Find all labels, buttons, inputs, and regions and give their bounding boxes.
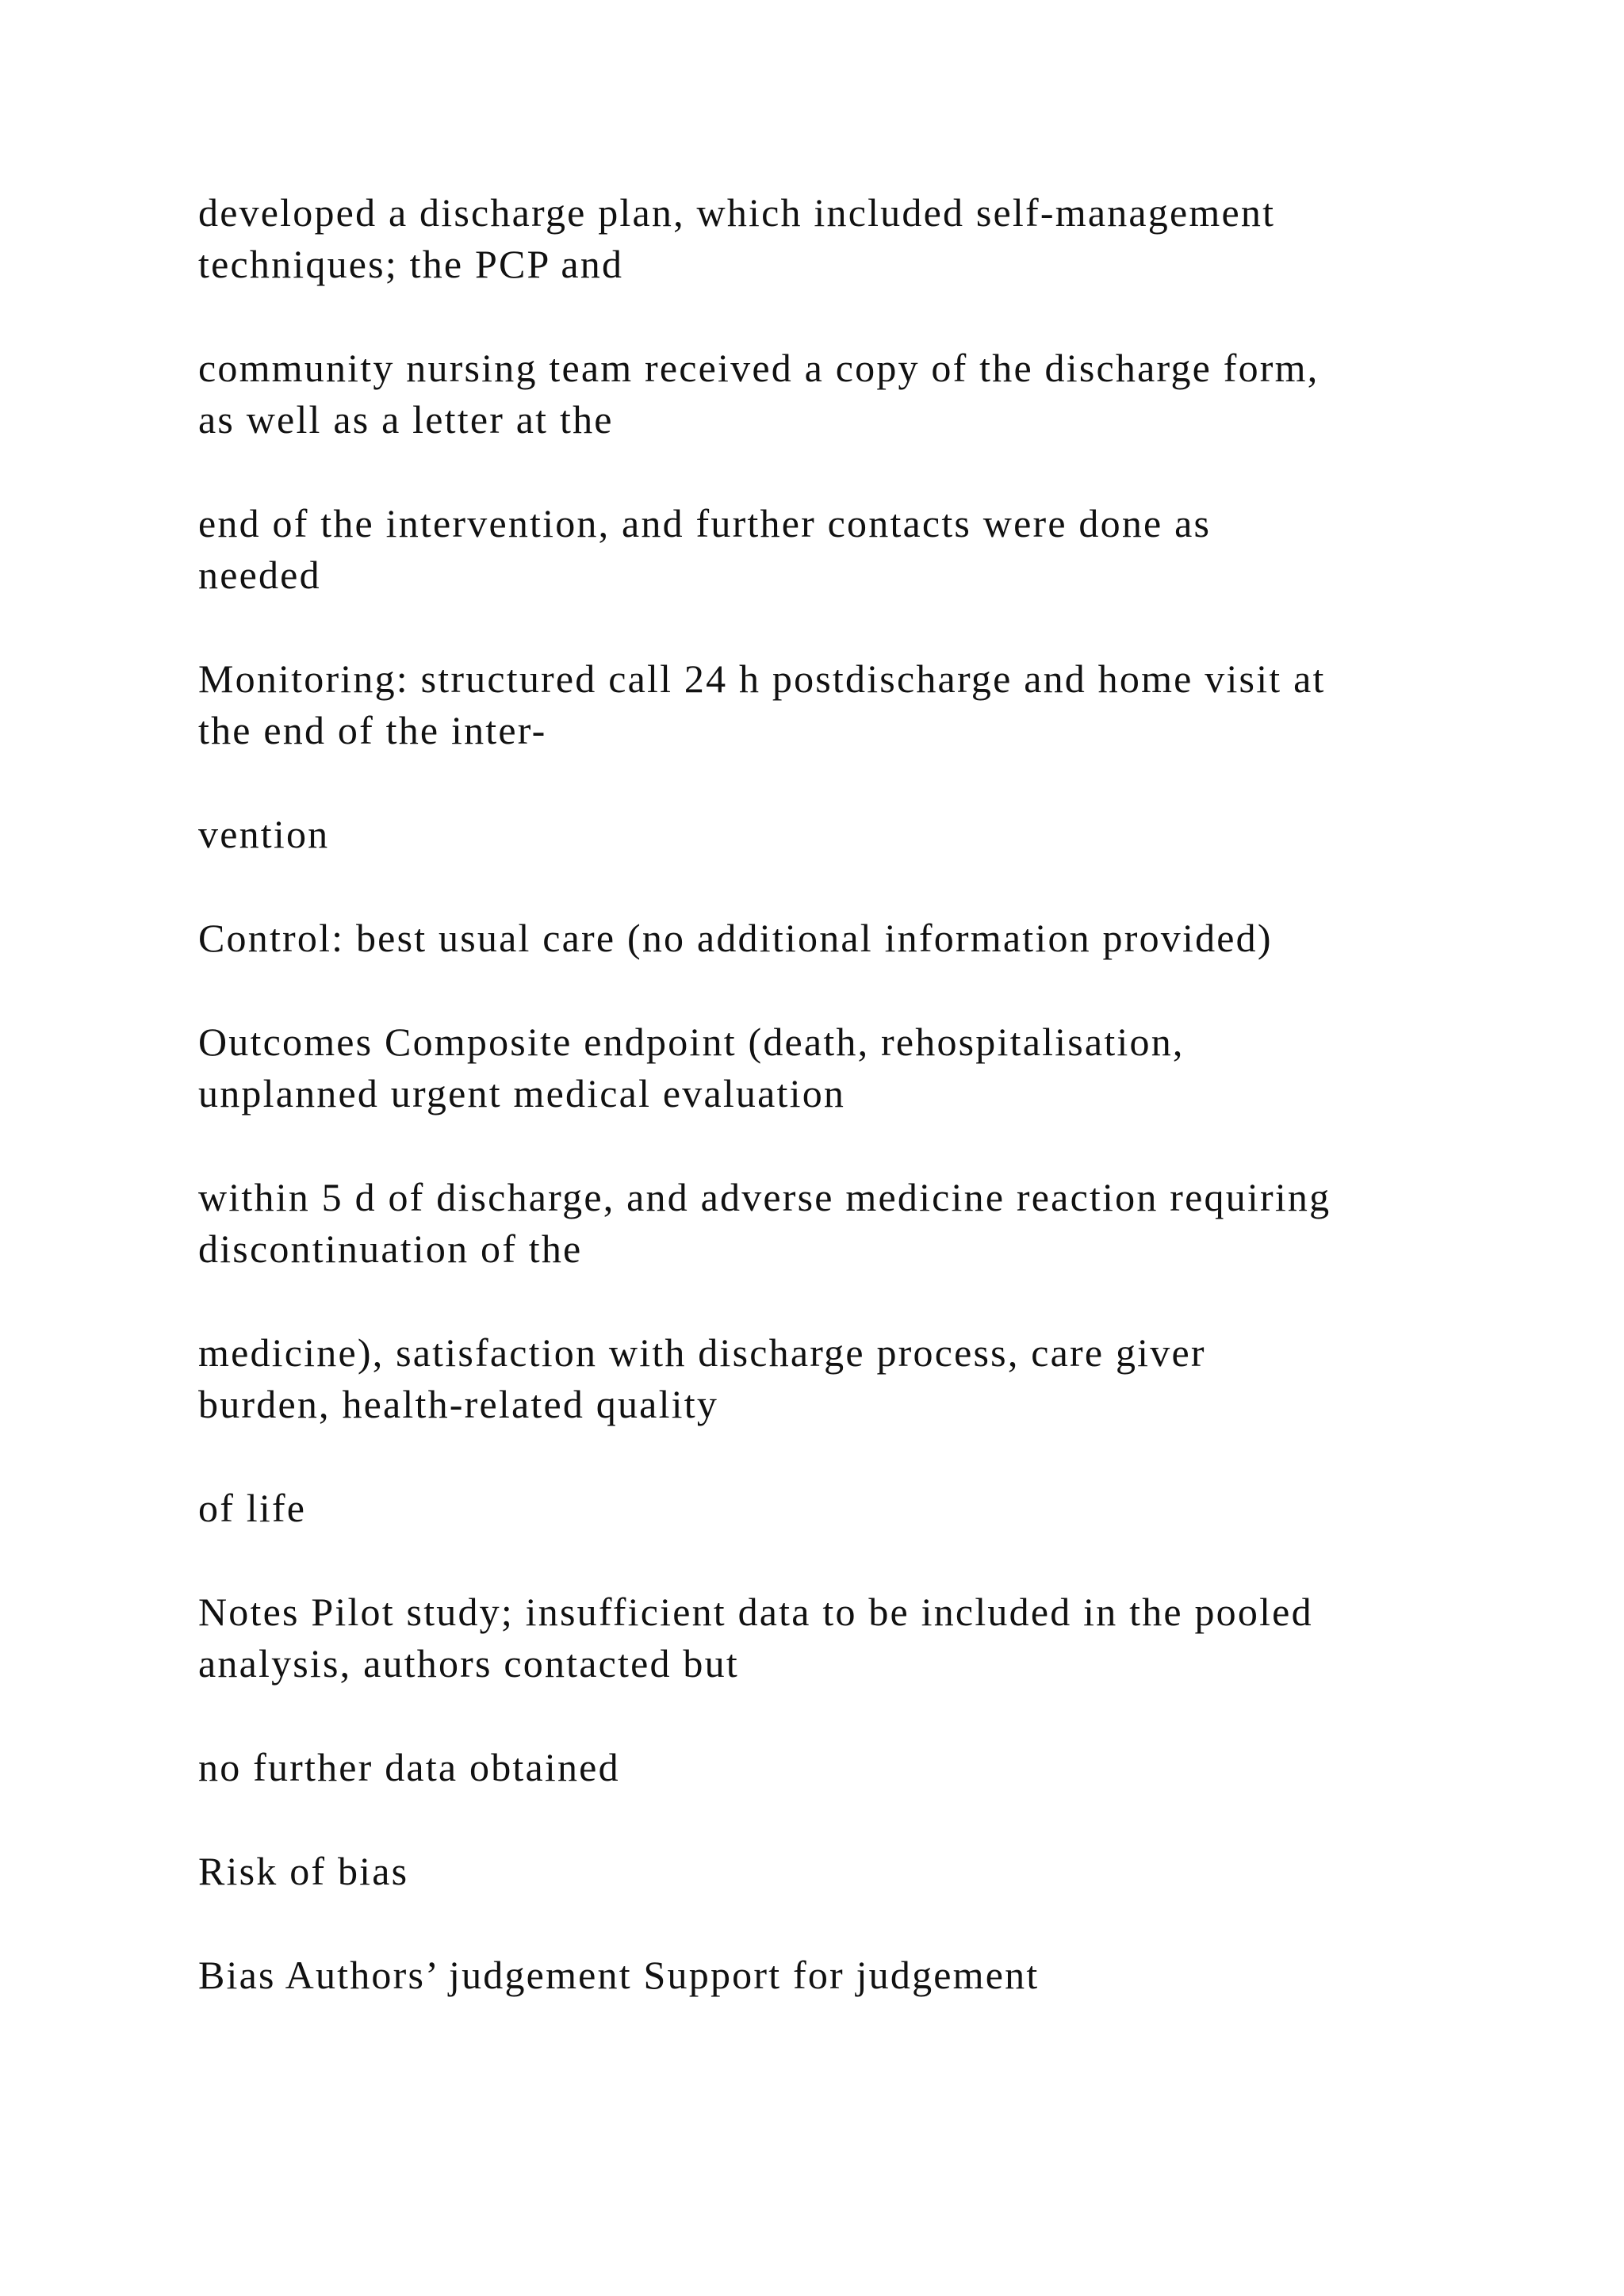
paragraph-end-of-intervention <box>198 498 1515 601</box>
text-line: medicine), satisfaction with discharge process, care giver <box>198 1330 1206 1375</box>
text-line: vention <box>198 812 330 856</box>
heading-risk-of-bias <box>198 1846 1515 1897</box>
paragraph-vention <box>198 809 1515 860</box>
text-line: Notes Pilot study; insufficient data to be included in the pooled <box>198 1590 1313 1634</box>
text-line: community nursing team received a copy of the discharge form, <box>198 346 1320 390</box>
paragraph-monitoring <box>198 653 1515 756</box>
text-line: Outcomes Composite endpoint (death, rehospitalisation, <box>198 1020 1185 1064</box>
text-line: analysis, authors contacted but <box>198 1641 739 1686</box>
text-line: unplanned urgent medical evaluation <box>198 1071 846 1115</box>
paragraph-of-life <box>198 1483 1515 1534</box>
paragraph-medicine-satisfaction <box>198 1327 1515 1430</box>
text-line: within 5 d of discharge, and adverse medicine reaction requiring <box>198 1175 1331 1219</box>
paragraph-discharge-plan <box>198 187 1515 290</box>
paragraph-outcomes <box>198 1016 1515 1119</box>
text-line: Monitoring: structured call 24 h postdischarge and home visit at <box>198 656 1326 701</box>
paragraph-no-further-data <box>198 1742 1515 1793</box>
text-line: no further data obtained <box>198 1745 620 1789</box>
text-line: discontinuation of the <box>198 1226 583 1271</box>
text-line: techniques; the PCP and <box>198 242 624 286</box>
text-line: the end of the inter- <box>198 708 547 752</box>
document-body <box>198 187 1515 2053</box>
paragraph-community-nursing <box>198 342 1515 446</box>
text-line: as well as a letter at the <box>198 397 614 442</box>
table-header-bias <box>198 1950 1515 2001</box>
text-line: developed a discharge plan, which included self-management <box>198 190 1276 235</box>
paragraph-control <box>198 913 1515 964</box>
text-line: Risk of bias <box>198 1849 409 1893</box>
text-line: Bias Authors’ judgement Support for judgement <box>198 1953 1040 1997</box>
text-line: needed <box>198 553 321 597</box>
paragraph-within-5-days <box>198 1172 1515 1275</box>
text-line: of life <box>198 1486 307 1530</box>
paragraph-notes <box>198 1586 1515 1689</box>
text-line: burden, health-related quality <box>198 1382 719 1426</box>
text-line: Control: best usual care (no additional information provided) <box>198 916 1273 960</box>
text-line: end of the intervention, and further contacts were done as <box>198 501 1212 545</box>
